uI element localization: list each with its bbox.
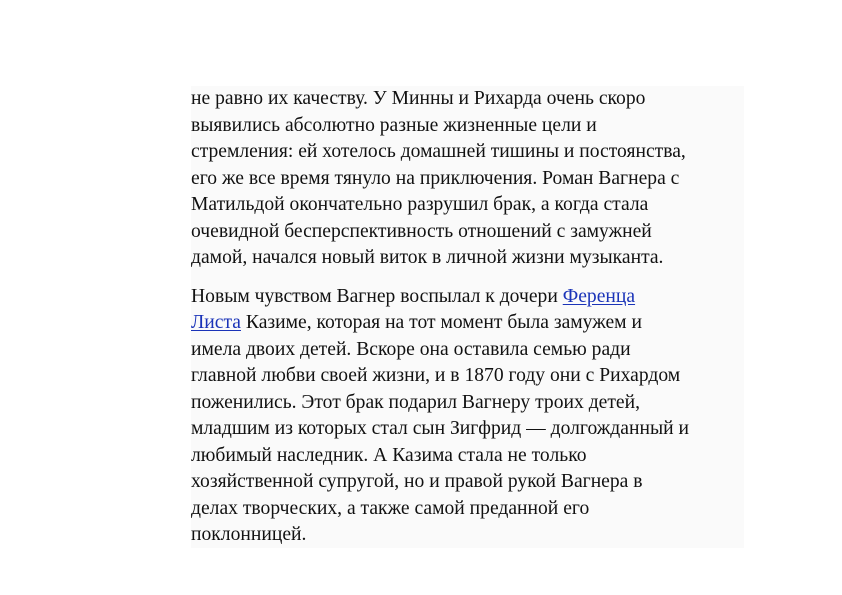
link-ferenc-liszt-part2[interactable]: Листа	[191, 312, 241, 333]
text-line: главной любви своей жизни, и в 1870 году они с Рихардом	[191, 365, 681, 386]
link-ferenc-liszt-part1[interactable]: Ференца	[562, 285, 636, 307]
text-line: поженились. Этот брак подарил Вагнеру троих детей,	[191, 391, 641, 413]
text-line: дамой, начался новый виток в личной жизни музыканта.	[191, 247, 664, 268]
text-line: выявились абсолютно разные жизненные цели и	[191, 114, 597, 136]
document-text-block	[191, 86, 744, 548]
text-line	[191, 284, 744, 311]
text-line: его же все время тянуло на приключения. Роман Вагнера с	[191, 167, 680, 189]
text-line: любимый наследник. А Казима стала не только	[191, 444, 587, 466]
text-line: поклонницей.	[191, 524, 307, 545]
text-line: младшим из которых стал сын Зигфрид — долгожданный и	[191, 418, 689, 439]
text-line	[191, 310, 744, 337]
text-line: не равно их качеству. У Минны и Рихарда очень скоро	[191, 88, 646, 109]
text-segment: Новым чувством Вагнер воспылал к дочери	[191, 285, 563, 307]
paragraph-2	[191, 284, 744, 549]
text-line: Матильдой окончательно разрушил брак, а когда стала	[191, 194, 649, 215]
text-line: имела двоих детей. Вскоре она оставила семью ради	[191, 338, 631, 360]
text-line: очевидной бесперспективность отношений с замужней	[191, 220, 652, 242]
text-line: хозяйственной супругой, но и правой рукой Вагнера в	[191, 471, 643, 492]
paragraph-1	[191, 86, 744, 272]
text-line: стремления: ей хотелось домашней тишины и постоянства,	[191, 141, 686, 162]
text-segment: Казиме, которая на тот момент была замужем и	[240, 312, 642, 333]
text-line: делах творческих, а также самой преданной его	[191, 497, 590, 519]
